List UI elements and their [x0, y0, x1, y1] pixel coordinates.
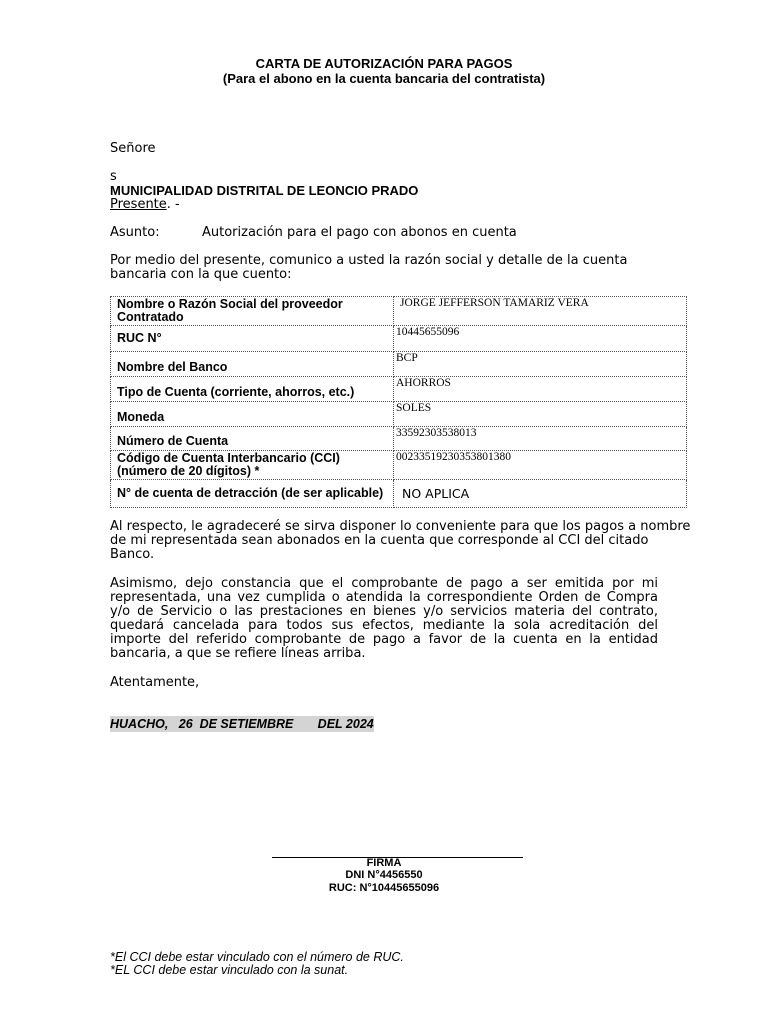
- label-line: Código de Cuenta Interbancario (CCI): [117, 451, 340, 465]
- bank-details-table: [110, 296, 687, 508]
- row-value: JORGE JEFFERSON TAMARIZ VERA: [394, 297, 687, 326]
- salutation-line-2: s: [110, 169, 117, 184]
- presente-suffix: . -: [166, 197, 180, 212]
- presente-line: [110, 198, 180, 212]
- row-value: NO APLICA: [394, 480, 687, 508]
- salutation-line-1: Señore: [110, 141, 156, 156]
- row-label: RUC N°: [111, 326, 394, 352]
- row-label: [111, 297, 394, 326]
- intro-paragraph: Por medio del presente, comunico a usted la razón social y detalle de la cuenta bancaria con la que cuento:: [110, 253, 628, 282]
- recipient-name: MUNICIPALIDAD DISTRITAL DE LEONCIO PRADO: [110, 183, 419, 198]
- table-row: [111, 402, 687, 427]
- label-line: Contratado: [117, 310, 184, 324]
- row-label: Moneda: [111, 402, 394, 427]
- row-value: 33592303538013: [394, 427, 687, 451]
- row-value: 00233519230353801380: [394, 451, 687, 480]
- signature-ruc: RUC: N°10445655096: [328, 882, 440, 894]
- label-line: (número de 20 dígitos) *: [117, 464, 260, 478]
- row-label: [111, 451, 394, 480]
- note-1: *El CCI debe estar vinculado con el número de RUC.: [110, 950, 404, 964]
- row-value: SOLES: [394, 402, 687, 427]
- signature-dni: DNI N°4456550: [345, 869, 423, 881]
- row-label: N° de cuenta de detracción (de ser aplicable): [111, 480, 394, 508]
- paragraph-1: Al respecto, le agradeceré se sirva disponer lo conveniente para que los pagos a nombre de mi representada sean abonados en la cuenta que corresponde al CCI del citado Banco.: [110, 519, 691, 562]
- table-row: [111, 451, 687, 480]
- date-line: HUACHO, 26 DE SETIEMBRE DEL 2024: [110, 717, 374, 731]
- document-subtitle: (Para el abono en la cuenta bancaria del contratista): [222, 71, 546, 86]
- closing: Atentamente,: [110, 675, 200, 690]
- note-2: *EL CCI debe estar vinculado con la sunat.: [110, 963, 349, 977]
- table-row: [111, 297, 687, 326]
- table-row: [111, 326, 687, 352]
- subject-label: Asunto:: [110, 225, 160, 240]
- row-value: BCP: [394, 352, 687, 377]
- signature-label: FIRMA: [366, 857, 402, 869]
- table-row: [111, 427, 687, 451]
- subject-text: Autorización para el pago con abonos en cuenta: [202, 225, 517, 240]
- label-line: Nombre o Razón Social del proveedor: [117, 297, 343, 311]
- row-value: 10445655096: [394, 326, 687, 352]
- row-value: AHORROS: [394, 377, 687, 402]
- table-row: [111, 377, 687, 402]
- document-title: CARTA DE AUTORIZACIÓN PARA PAGOS: [255, 56, 513, 71]
- presente-word: Presente: [110, 197, 167, 212]
- table-row: [111, 352, 687, 377]
- row-label: Tipo de Cuenta (corriente, ahorros, etc.): [111, 377, 394, 402]
- table-row: [111, 480, 687, 508]
- row-label: Nombre del Banco: [111, 352, 394, 377]
- paragraph-2: Asimismo, dejo constancia que el comprobante de pago a ser emitida por mi representada, una vez cumplida o atendida la correspondiente Orden de Compra y/o de Servicio o las prestaciones en bienes y/o servicios materia del contrato, quedará cancelada para todos sus efectos, mediante la sola acreditación del importe del referido comprobante de pago a favor de la cuenta en la entidad bancaria, a que se refiere líneas arriba.: [110, 576, 658, 661]
- row-label: Número de Cuenta: [111, 427, 394, 451]
